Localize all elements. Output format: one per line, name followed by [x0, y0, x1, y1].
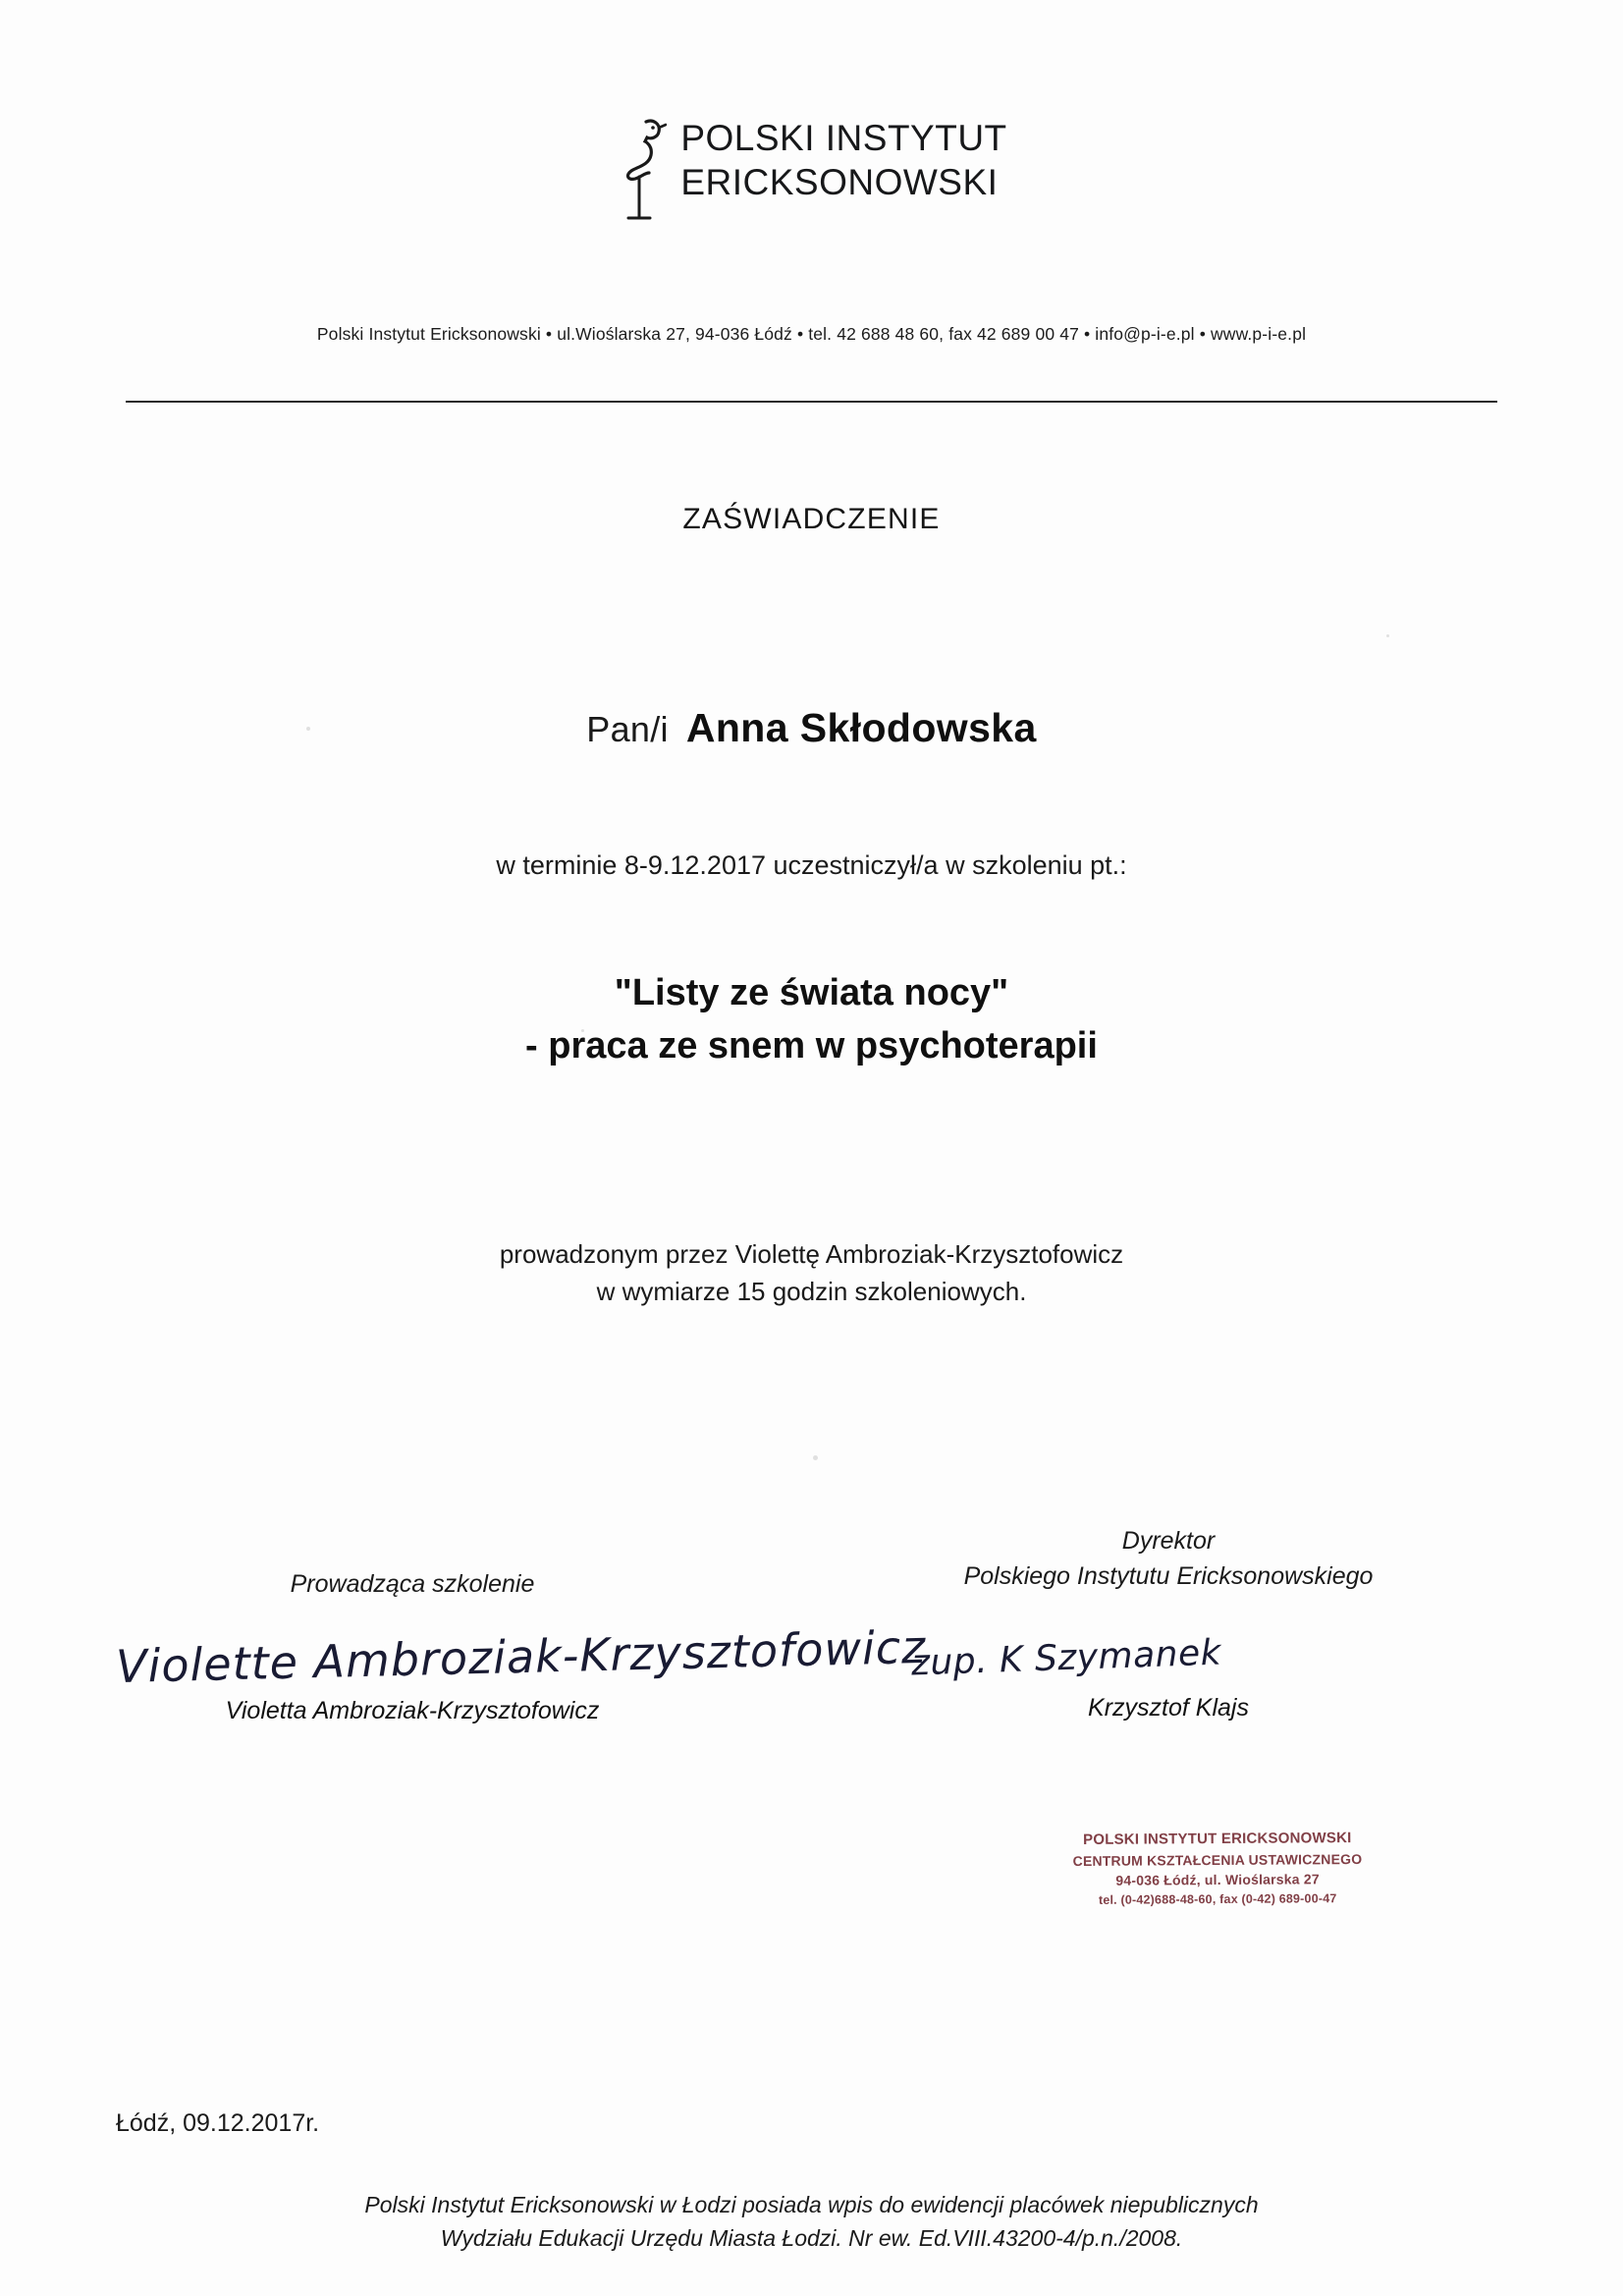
participation-term: w terminie 8-9.12.2017 uczestniczył/a w szkoleniu pt.: — [496, 850, 1127, 880]
recipient-row — [0, 705, 1623, 751]
institute-logo — [0, 116, 1623, 224]
director-role-label — [844, 1524, 1492, 1594]
signature-block-director — [844, 1524, 1492, 1722]
stamp-line-1: POLSKI INSTYTUT ERICKSONOWSKI — [1083, 1830, 1352, 1848]
recipient-prefix: Pan/i — [586, 709, 669, 749]
director-role-line-1: Dyrektor — [1121, 1527, 1216, 1555]
stamp-line-4: tel. (0-42)688-48-60, fax (0-42) 689-00-47 — [1098, 1890, 1337, 1907]
place-and-date: Łódź, 09.12.2017r. — [116, 2109, 320, 2137]
trainer-role-label: Prowadząca szkolenie — [290, 1570, 535, 1598]
course-title-line-2: - praca ze snem w psychoterapii — [525, 1024, 1098, 1066]
course-trainer: prowadzonym przez Violettę Ambroziak-Krzysztofowicz — [499, 1239, 1124, 1269]
course-hours: w wymiarze 15 godzin szkoleniowych. — [596, 1277, 1027, 1307]
header-divider — [126, 401, 1497, 403]
logo-line-2: ERICKSONOWSKI — [680, 162, 999, 203]
director-name: Krzysztof Klajs — [1088, 1694, 1249, 1722]
course-details — [0, 1235, 1623, 1311]
registration-note — [0, 2188, 1623, 2255]
registration-note-line-2: Wydziału Edukacji Urzędu Miasta Łodzi. Nr ew. Ed.VIII.43200-4/p.n./2008. — [440, 2225, 1183, 2252]
recipient-name: Anna Skłodowska — [685, 705, 1037, 750]
trainer-handwritten-signature: Violette Ambroziak-Krzysztofowicz — [115, 1619, 927, 1694]
scan-speck — [813, 1455, 818, 1460]
trainer-name: Violetta Ambroziak-Krzysztofowicz — [225, 1696, 600, 1724]
scan-speck — [1386, 634, 1389, 637]
institution-stamp — [1011, 1828, 1425, 1910]
stamp-line-2: CENTRUM KSZTAŁCENIA USTAWICZNEGO — [1072, 1850, 1363, 1869]
course-title-line-1: "Listy ze świata nocy" — [614, 972, 1009, 1013]
director-role-line-2: Polskiego Instytutu Ericksonowskiego — [963, 1561, 1374, 1590]
contact-line: Polski Instytut Ericksonowski • ul.Wioślarska 27, 94-036 Łódź • tel. 42 688 48 60, fax 42 689 00 47 • info@p-i-e.pl • www.p-i-e.pl — [316, 324, 1307, 344]
page-title: ZAŚWIADCZENIE — [682, 503, 941, 535]
signature-block-trainer — [118, 1567, 707, 1725]
logo-line-1: POLSKI INSTYTUT — [680, 118, 1007, 158]
stork-bird-icon — [616, 116, 667, 224]
stamp-line-3: 94-036 Łódź, ul. Wioślarska 27 — [1115, 1871, 1320, 1889]
registration-note-line-1: Polski Instytut Ericksonowski w Łodzi posiada wpis do ewidencji placówek niepublicznych — [364, 2192, 1259, 2217]
course-title — [0, 967, 1623, 1073]
logo-wordmark — [680, 116, 1006, 204]
director-handwritten-signature: zup. K Szymanek — [910, 1632, 1222, 1684]
